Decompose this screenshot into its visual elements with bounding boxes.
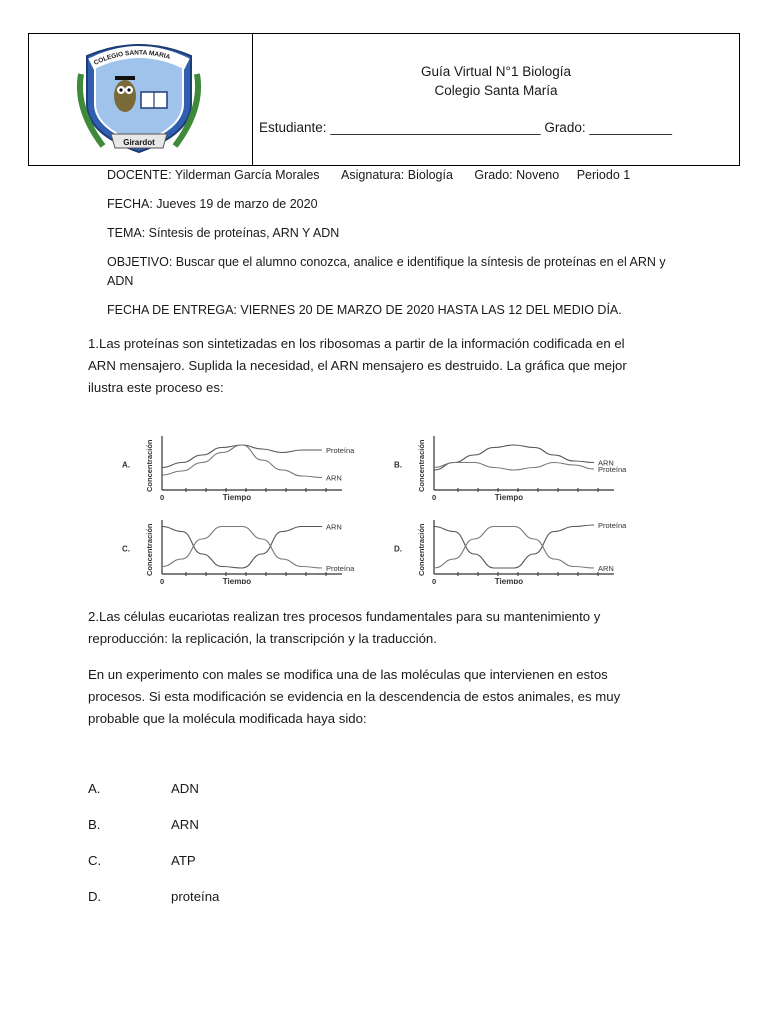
panel-b-series-proteina: [434, 463, 594, 471]
panel-a-label-proteina: Proteína: [326, 446, 355, 455]
school-name: Colegio Santa María: [434, 83, 558, 98]
panel-a-series-proteina: [162, 445, 322, 468]
panel-c-series-arn: [162, 527, 322, 569]
guide-title: Guía Virtual N°1 Biología: [421, 64, 571, 79]
question2-body-line1: En un experimento con males se modifica una de las moléculas que intervienen en estos: [88, 667, 608, 682]
panel-d-ylabel: Concentración: [417, 523, 426, 576]
periodo: Periodo 1: [576, 168, 631, 182]
option-a-letter: A.: [88, 781, 101, 796]
grade-blank[interactable]: ___________: [589, 120, 672, 135]
panel-a-origin-label: 0: [160, 493, 165, 502]
question1: [88, 333, 652, 399]
panel-a-letter: A.: [122, 460, 130, 470]
panel-b-label-arn: ARN: [598, 458, 614, 468]
student-line: [259, 120, 672, 135]
grado: Grado: Noveno: [474, 168, 560, 182]
question1-line1: 1.Las proteínas son sintetizadas en los ribosomas a partir de la información codificada en el: [88, 336, 625, 351]
option-c-letter: C.: [88, 853, 102, 868]
panel-d-origin-label: 0: [432, 577, 437, 584]
question2-body-line3: probable que la molécula modificada haya sido:: [88, 711, 367, 726]
panel-a-label-arn: ARN: [326, 473, 342, 483]
header-table: [28, 33, 740, 166]
charts-area: [118, 432, 658, 584]
panel-b-letter: B.: [394, 460, 402, 470]
objetivo-line1: OBJETIVO: Buscar que el alumno conozca, analice e identifique la síntesis de proteínas en el ARN y: [107, 255, 666, 269]
panel-b-label-proteina: Proteína: [598, 465, 627, 474]
panel-d-xlabel: Tiempo: [494, 577, 524, 584]
panel-a-xlabel: Tiempo: [222, 493, 252, 502]
question2-line2: reproducción: la replicación, la transcripción y la traducción.: [88, 631, 437, 646]
question1-line3: ilustra este proceso es:: [88, 380, 224, 395]
option-c-text[interactable]: ATP: [171, 853, 196, 868]
logo-ribbon-text: Girardot: [123, 138, 155, 147]
panel-c-xlabel: Tiempo: [222, 577, 252, 584]
student-blank[interactable]: ____________________________: [330, 120, 541, 135]
panel-d-label-proteina: Proteína: [598, 521, 627, 530]
panel-b-ylabel: Concentración: [417, 439, 426, 492]
panel-b-xlabel: Tiempo: [494, 493, 524, 502]
option-d-text[interactable]: proteína: [171, 889, 220, 904]
fecha-entrega: FECHA DE ENTREGA: VIERNES 20 DE MARZO DE 2020 HASTA LAS 12 DEL MEDIO DÍA.: [107, 303, 622, 317]
logo-arc-text: COLEGIO SANTA MARIA: [92, 49, 171, 67]
info-docente-row: [107, 168, 630, 182]
asignatura: Asignatura: Biología: [341, 168, 453, 182]
question2-intro: [88, 606, 652, 650]
question2-body: [88, 664, 652, 730]
docente: DOCENTE: Yilderman García Morales: [107, 168, 320, 182]
panel-d-letter: D.: [394, 544, 402, 554]
option-b-text[interactable]: ARN: [171, 817, 199, 832]
panel-b-series-arn: [434, 445, 594, 470]
chart-panels: [118, 432, 658, 584]
school-logo: [29, 34, 252, 165]
question2-line1: 2.Las células eucariotas realizan tres procesos fundamentales para su mantenimiento y: [88, 609, 601, 624]
option-b-letter: B.: [88, 817, 101, 832]
option-d-letter: D.: [88, 889, 102, 904]
logo-cell: [29, 34, 253, 165]
student-label: Estudiante:: [259, 120, 327, 135]
panel-c-origin-label: 0: [160, 577, 165, 584]
panel-a-ylabel: Concentración: [145, 439, 154, 492]
panel-c-label-proteina: Proteína: [326, 564, 355, 573]
title-cell: [253, 34, 739, 165]
fecha: FECHA: Jueves 19 de marzo de 2020: [107, 197, 318, 211]
objetivo-line2: ADN: [107, 274, 134, 288]
grade-label: Grado:: [544, 120, 586, 135]
panel-c-label-arn: ARN: [326, 522, 342, 532]
panel-c-ylabel: Concentración: [145, 523, 154, 576]
tema: TEMA: Síntesis de proteínas, ARN Y ADN: [107, 226, 340, 240]
panel-b-origin-label: 0: [432, 493, 437, 502]
panel-d-label-arn: ARN: [598, 564, 614, 573]
panel-c-letter: C.: [122, 544, 130, 554]
panel-d-series-proteina: [434, 525, 594, 568]
option-a-text[interactable]: ADN: [171, 781, 199, 796]
question2-body-line2: procesos. Si esta modificación se evidencia en la descendencia de estos animales, es muy: [88, 689, 621, 704]
question1-line2: ARN mensajero. Suplida la necesidad, el ARN mensajero es destruido. La gráfica que mejor: [88, 358, 627, 373]
